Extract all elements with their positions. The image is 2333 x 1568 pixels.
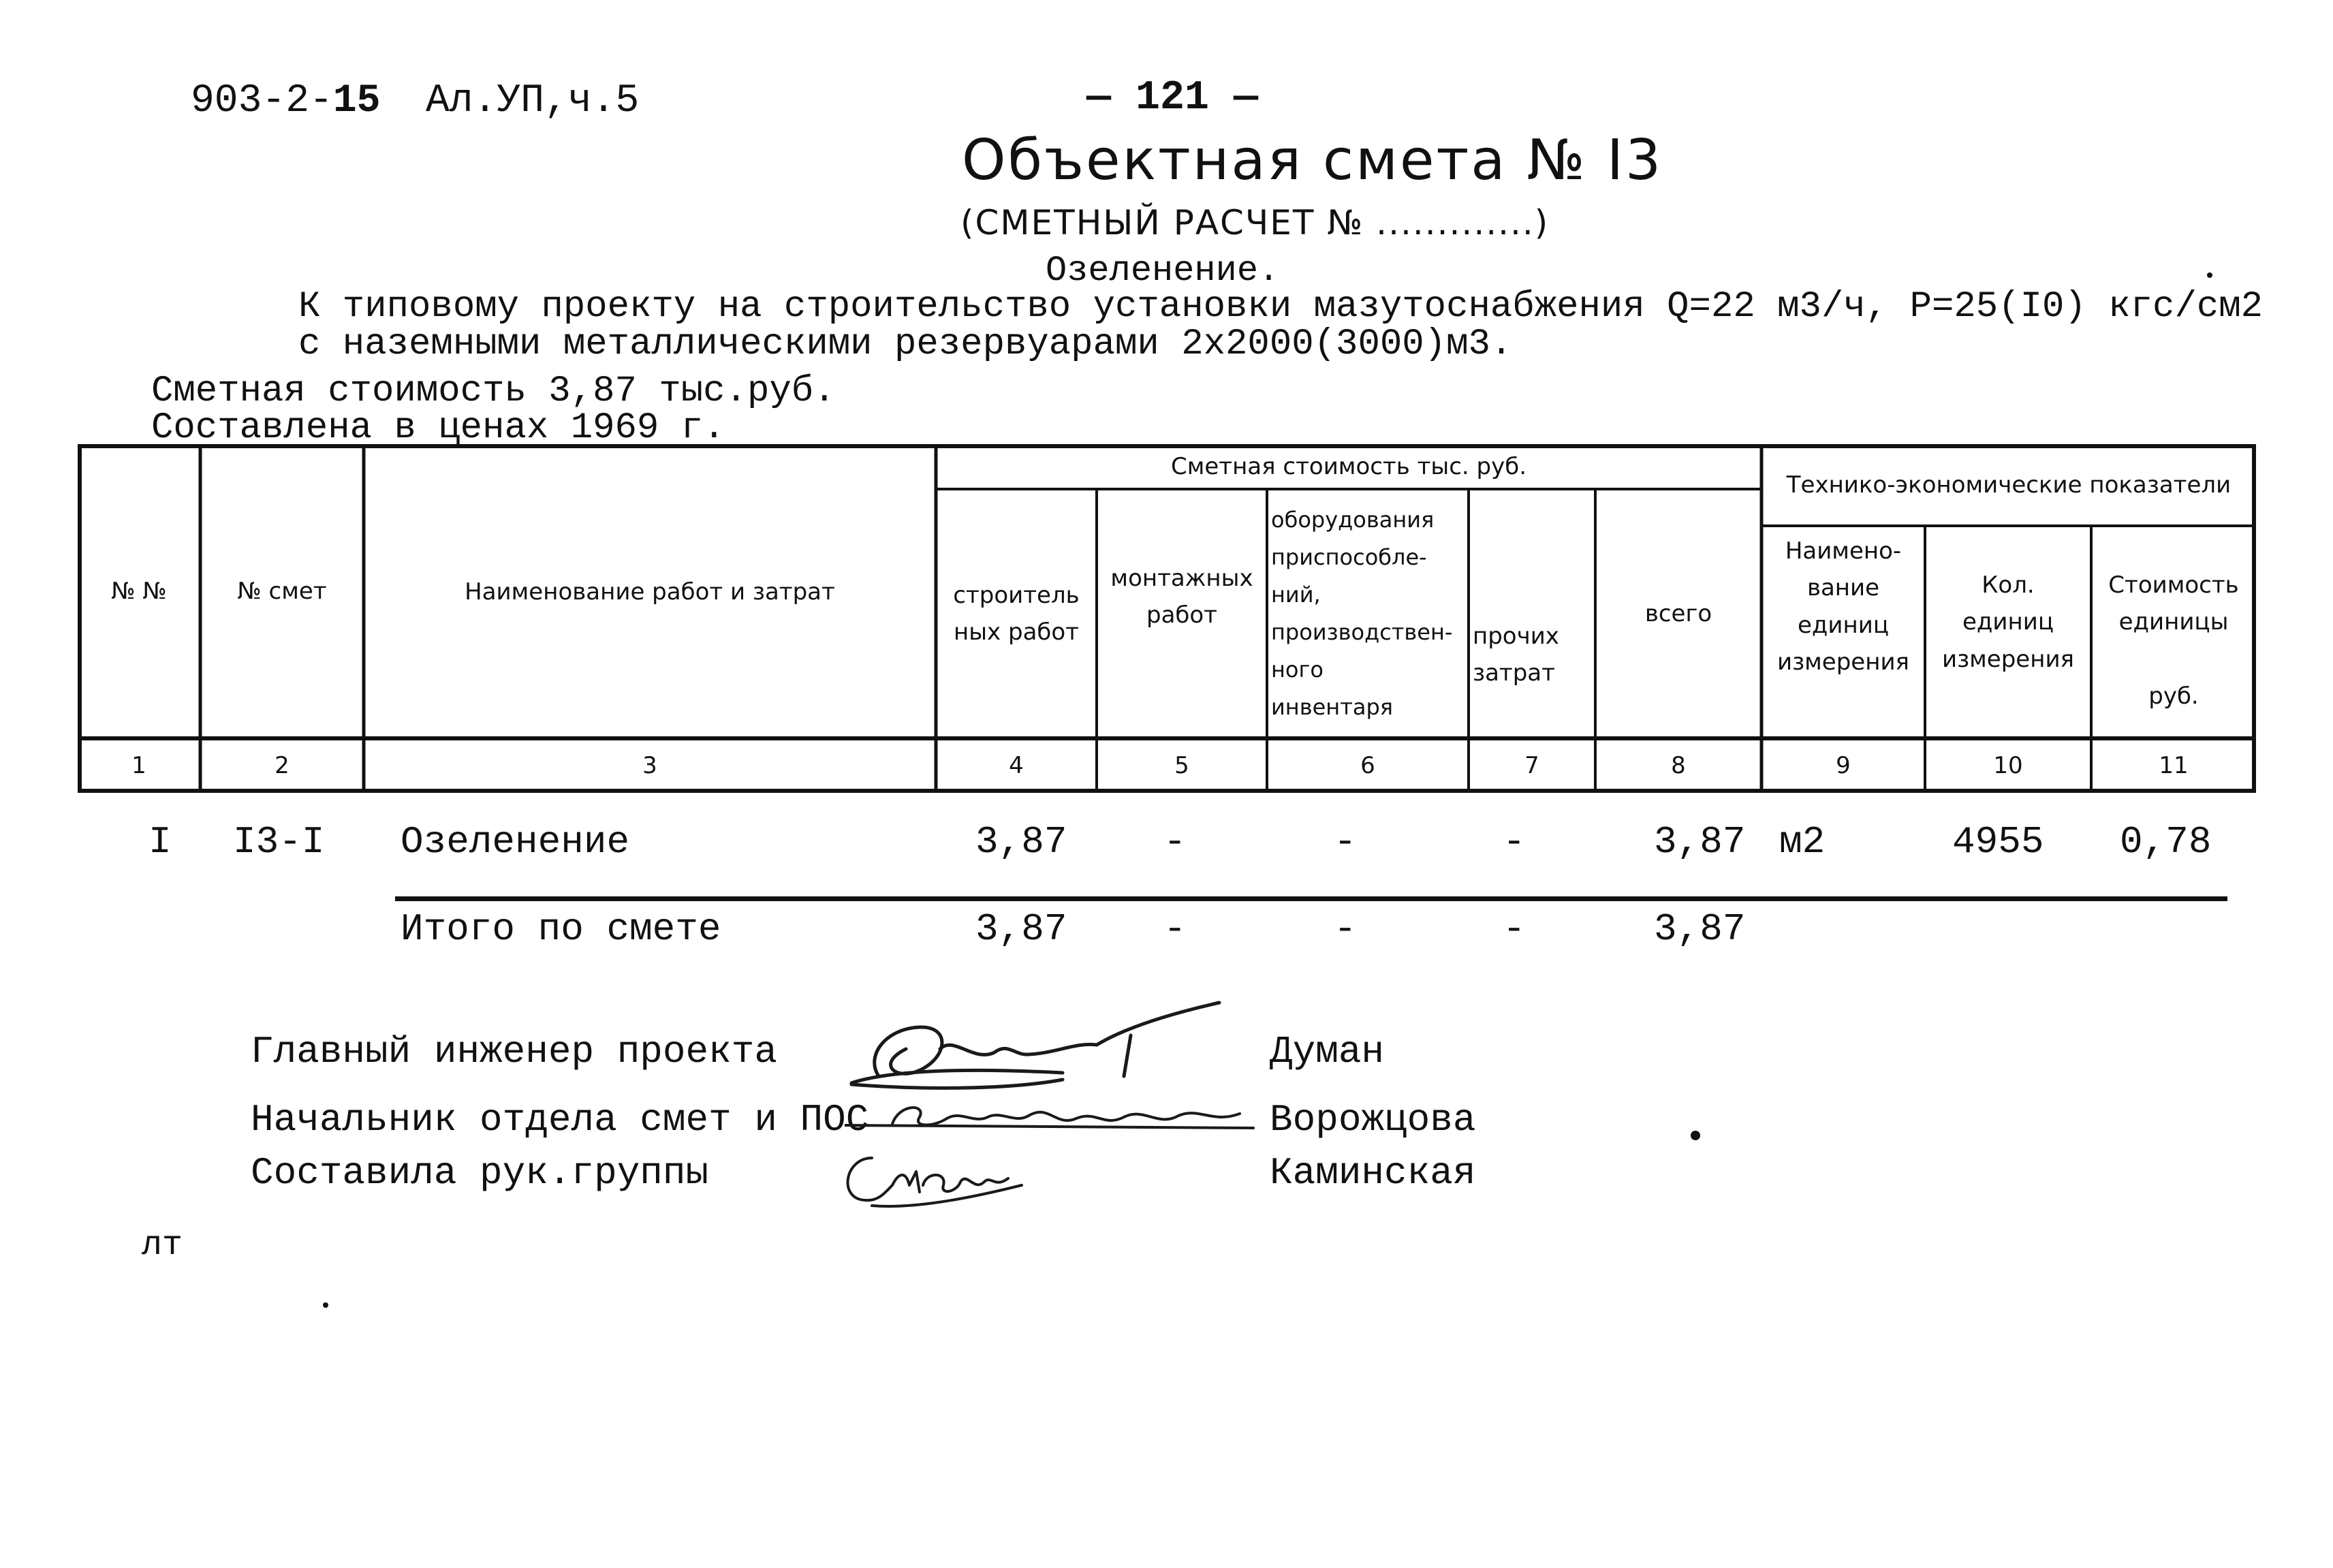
col-index-6: 6	[1360, 751, 1375, 779]
row-quantity: 4955	[1952, 820, 2044, 864]
row-number: I	[148, 820, 172, 864]
row-construction-cost: 3,87	[975, 820, 1067, 864]
signature-name-compiler: Каминская	[1270, 1151, 1476, 1195]
col-construction-header: строитель ных работ	[953, 581, 1080, 646]
col-other-header: прочих затрат	[1473, 622, 1559, 687]
signature-role-estimates-head: Начальник отдела смет и ПОС	[251, 1098, 869, 1142]
totals-divider	[395, 896, 2227, 901]
col-number-header: № №	[111, 577, 167, 605]
col-estimate-header: № смет	[237, 577, 327, 605]
col-index-1: 1	[131, 751, 146, 779]
col-unit-cost-header: Стоимость единицы руб.	[2108, 571, 2239, 710]
col-equipment-header: оборудования приспособле- ний, производствен- ного инвентаря	[1271, 506, 1453, 721]
col-index-9: 9	[1836, 751, 1851, 779]
col-total-header: всего	[1644, 599, 1712, 627]
row-unit-cost: 0,78	[2120, 820, 2212, 864]
col-unit-name-header: Наимено- вание единиц измерения	[1776, 537, 1910, 676]
project-code: 903-2-15	[191, 79, 381, 123]
price-basis: Составлена в ценах 1969 г.	[151, 407, 725, 449]
row-unit: м2	[1779, 820, 1826, 864]
document-subtitle: (СМЕТНЫЙ РАСЧЕТ № .............)	[960, 203, 1550, 242]
totals-construction: 3,87	[975, 907, 1067, 951]
description-line-1: К типовому проекту на строительство установки мазутоснабжения Q=22 м3/ч, P=25(I0) кгс/см2	[298, 286, 2264, 328]
group-cost-header: Сметная стоимость тыс. руб.	[1170, 452, 1527, 480]
handwritten-signature-3	[831, 1144, 1035, 1219]
col-unit-qty-header: Кол. единиц измерения	[1941, 571, 2075, 673]
description-line-2: с наземными металлическими резервуарами 2х2000(3000)м3.	[298, 324, 1513, 365]
signature-role-compiler: Составила рук.группы	[251, 1151, 709, 1195]
col-index-5: 5	[1174, 751, 1189, 779]
estimated-cost: Сметная стоимость 3,87 тыс.руб.	[151, 371, 836, 412]
scan-speck	[2207, 272, 2212, 278]
totals-label: Итого по смете	[401, 907, 721, 951]
col-index-10: 10	[1993, 751, 2023, 779]
row-estimate-number: I3-I	[233, 820, 325, 864]
totals-installation: -	[1163, 907, 1187, 951]
totals-equipment: -	[1334, 907, 1357, 951]
row-total-cost: 3,87	[1654, 820, 1746, 864]
scan-speck	[1691, 1131, 1700, 1140]
totals-total: 3,87	[1654, 907, 1746, 951]
col-index-4: 4	[1009, 751, 1024, 779]
footer-mark: лт	[142, 1226, 183, 1265]
album-reference: Ал.УП,ч.5	[426, 79, 640, 123]
col-index-3: 3	[642, 751, 657, 779]
document-title: Объектная смета № I3	[962, 128, 1663, 193]
estimate-table-header	[78, 444, 2256, 793]
row-equipment-cost: -	[1334, 820, 1357, 864]
row-other-cost: -	[1503, 820, 1526, 864]
col-index-7: 7	[1524, 751, 1539, 779]
scan-speck	[323, 1302, 328, 1308]
signature-name-estimates-head: Ворожцова	[1270, 1098, 1476, 1142]
col-index-11: 11	[2159, 751, 2189, 779]
col-index-2: 2	[275, 751, 289, 779]
handwritten-signature-2	[845, 1090, 1267, 1144]
section-heading: Озеленение.	[1046, 251, 1280, 291]
row-installation-cost: -	[1163, 820, 1187, 864]
signature-role-chief-engineer: Главный инженер проекта	[251, 1030, 777, 1073]
page-number: — 121 —	[1086, 75, 1259, 121]
row-work-name: Озеленение	[401, 820, 630, 864]
col-installation-header: монтажных работ	[1110, 565, 1253, 629]
col-name-header: Наименование работ и затрат	[465, 578, 835, 606]
totals-other: -	[1503, 907, 1526, 951]
group-tech-header: Технико-экономические показатели	[1786, 471, 2232, 499]
signature-name-chief-engineer: Думан	[1270, 1030, 1385, 1073]
col-index-8: 8	[1671, 751, 1686, 779]
